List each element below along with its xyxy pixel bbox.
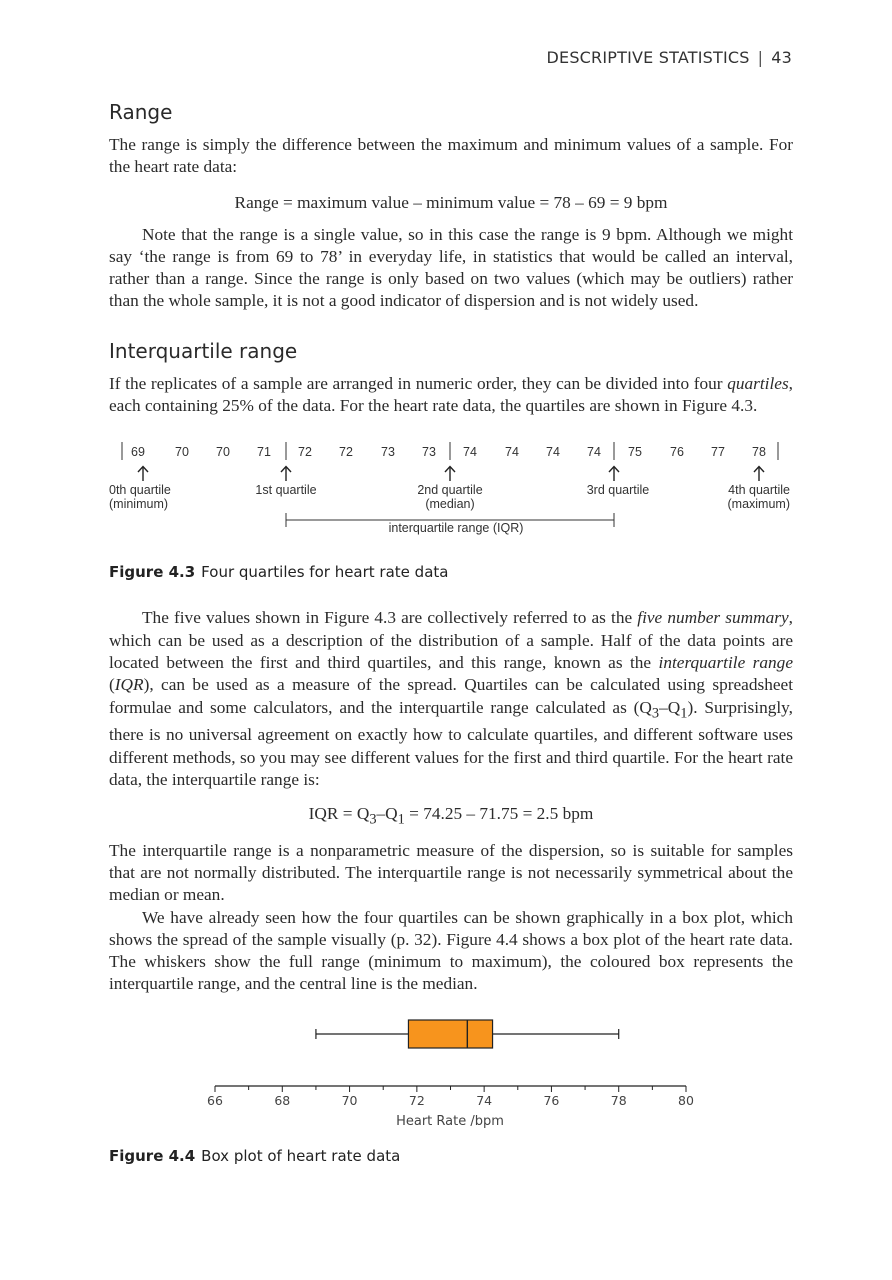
quartile-labels <box>109 483 790 511</box>
iqr-term-quartiles: quartiles <box>727 373 789 393</box>
value-label: 78 <box>752 445 766 460</box>
x-tick-label: 78 <box>610 1092 627 1108</box>
summary-paragraph <box>109 607 793 791</box>
x-tick-label: 66 <box>207 1092 223 1108</box>
iqr-eq-sub-1: 1 <box>397 811 405 828</box>
up-arrow-icon <box>609 467 619 482</box>
x-tick-label: 72 <box>408 1092 425 1108</box>
summary-sub-3: 3 <box>651 705 660 722</box>
figure-4-3-diagram <box>109 441 793 549</box>
figure-4-3-caption <box>109 562 793 582</box>
up-arrow-icon <box>281 467 291 482</box>
figure-4-4-caption-text: Box plot of heart rate data <box>201 1146 401 1165</box>
term-iqr: IQR <box>114 675 144 695</box>
value-label: 74 <box>587 445 601 460</box>
summary-text-c: ( <box>109 675 115 695</box>
value-label: 73 <box>381 445 395 460</box>
value-label: 74 <box>463 445 477 460</box>
x-axis-ticks <box>207 1086 694 1108</box>
section-heading-range: Range <box>109 100 173 124</box>
quartile-label: 0th quartile <box>109 483 171 498</box>
value-label: 76 <box>670 445 684 460</box>
value-label: 70 <box>216 445 230 460</box>
value-label: 77 <box>711 445 725 460</box>
term-interquartile-range: interquartile range <box>658 652 793 672</box>
value-label: 74 <box>505 445 519 460</box>
iqr-eq-a: IQR = Q <box>308 804 370 824</box>
quartile-sublabel: (maximum) <box>727 497 790 512</box>
value-label: 73 <box>422 445 436 460</box>
summary-text-e: –Q <box>659 697 681 717</box>
quartile-arrows <box>138 467 764 482</box>
iqr-span <box>286 513 614 535</box>
figure-4-3-caption-label: Figure 4.3 <box>109 563 196 582</box>
figure-4-4-box-plot <box>109 1017 793 1127</box>
summary-text-f: ). Surprisingly, there is no universal agreement on exactly how to calculate quartiles, and different software uses different methods, so you may see different values for the first and third quartile. For the heart rate data, the interquartile range is: <box>109 697 794 789</box>
quartile-label: 2nd quartile <box>417 483 483 498</box>
quartile-sublabel: (minimum) <box>109 497 169 512</box>
figure-4-4-caption-label: Figure 4.4 <box>109 1146 196 1165</box>
value-label: 69 <box>131 445 145 460</box>
running-head-title: DESCRIPTIVE STATISTICS <box>546 48 750 67</box>
iqr-text-b: , each containing 25% of the data. For the heart rate data, the quartiles are shown in Figure 4.3. <box>109 373 793 416</box>
x-tick-label: 70 <box>341 1092 358 1108</box>
x-tick-label: 68 <box>274 1092 291 1108</box>
range-paragraph-2: Note that the range is a single value, so in this case the range is 9 bpm. Although we might say ‘the range is from 69 to 78’ in everyday life, in statistics that would be called an interval, rather than a range. Since the range is only based on two values (which may be outliers) rather than the whole sample, it is not a good indicator of dispersion and is not widely used. <box>109 224 793 311</box>
x-tick-label: 76 <box>543 1092 560 1108</box>
value-label: 70 <box>175 445 189 460</box>
box-plot-marks <box>316 1020 619 1048</box>
quartile-sublabel: (median) <box>425 497 475 512</box>
iqr-eq-sub-3: 3 <box>369 811 377 828</box>
figure-4-3-caption-text: Four quartiles for heart rate data <box>201 563 449 582</box>
value-label: 74 <box>546 445 560 460</box>
iqr-equation <box>109 803 793 830</box>
value-label: 72 <box>339 445 353 460</box>
iqr-paragraph-1 <box>109 373 793 418</box>
term-five-number-summary: five number summary <box>637 608 789 628</box>
quartile-label: 1st quartile <box>255 483 317 498</box>
up-arrow-icon <box>445 467 455 482</box>
up-arrow-icon <box>138 467 148 482</box>
quartile-values-row <box>131 445 766 459</box>
value-label: 72 <box>298 445 312 460</box>
iqr-eq-b: –Q <box>376 804 398 824</box>
running-head <box>547 48 793 67</box>
page-number: 43 <box>771 48 792 67</box>
x-tick-label: 74 <box>476 1092 493 1108</box>
value-label: 71 <box>257 445 271 460</box>
iqr-span-label: interquartile range (IQR) <box>388 521 524 536</box>
nonparametric-paragraph: The interquartile range is a nonparametric measure of the dispersion, so is suitable for samples that are not normally distributed. The interquartile range is not necessarily symmetrical about the median or mean. <box>109 840 793 905</box>
quartile-label: 4th quartile <box>728 483 790 498</box>
iqr-eq-c: = 74.25 – 71.75 = 2.5 bpm <box>404 804 594 824</box>
boxplot-paragraph: We have already seen how the four quartiles can be shown graphically in a box plot, which shows the spread of the sample visually (p. 32). Figure 4.4 shows a box plot of the heart rate data. The whiskers show the full range (minimum to maximum), the coloured box represents the interquartile range, and the central line is the median. <box>109 907 793 994</box>
page-content <box>109 96 793 1166</box>
iqr-text-a: If the replicates of a sample are arranged in numeric order, they can be divided into four <box>109 373 728 393</box>
summary-text-b: , which can be used as a description of the distribution of a sample. Half of the data points are located between the first and third quartiles, and this range, known as the <box>109 608 793 672</box>
x-tick-label: 80 <box>678 1092 694 1108</box>
quartile-label: 3rd quartile <box>586 483 650 498</box>
summary-text-d: ), can be used as a measure of the spread. Quartiles can be calculated using spreadsheet formulae and some calculators, and the interquartile range calculated as (Q <box>109 675 793 717</box>
running-head-separator: | <box>757 48 764 67</box>
range-equation: Range = maximum value – minimum value = 78 – 69 = 9 bpm <box>234 192 668 212</box>
value-label: 75 <box>628 445 642 460</box>
range-paragraph-1: The range is simply the difference between the maximum and minimum values of a sample. For the heart rate data: <box>109 135 793 177</box>
figure-4-4-caption <box>109 1146 793 1166</box>
up-arrow-icon <box>754 467 764 482</box>
section-heading-iqr: Interquartile range <box>109 338 298 363</box>
iqr-box <box>408 1020 492 1048</box>
x-axis-label: Heart Rate /bpm <box>396 1113 504 1129</box>
summary-text-a: The five values shown in Figure 4.3 are collectively referred to as the <box>142 608 638 628</box>
summary-sub-1: 1 <box>680 705 688 722</box>
